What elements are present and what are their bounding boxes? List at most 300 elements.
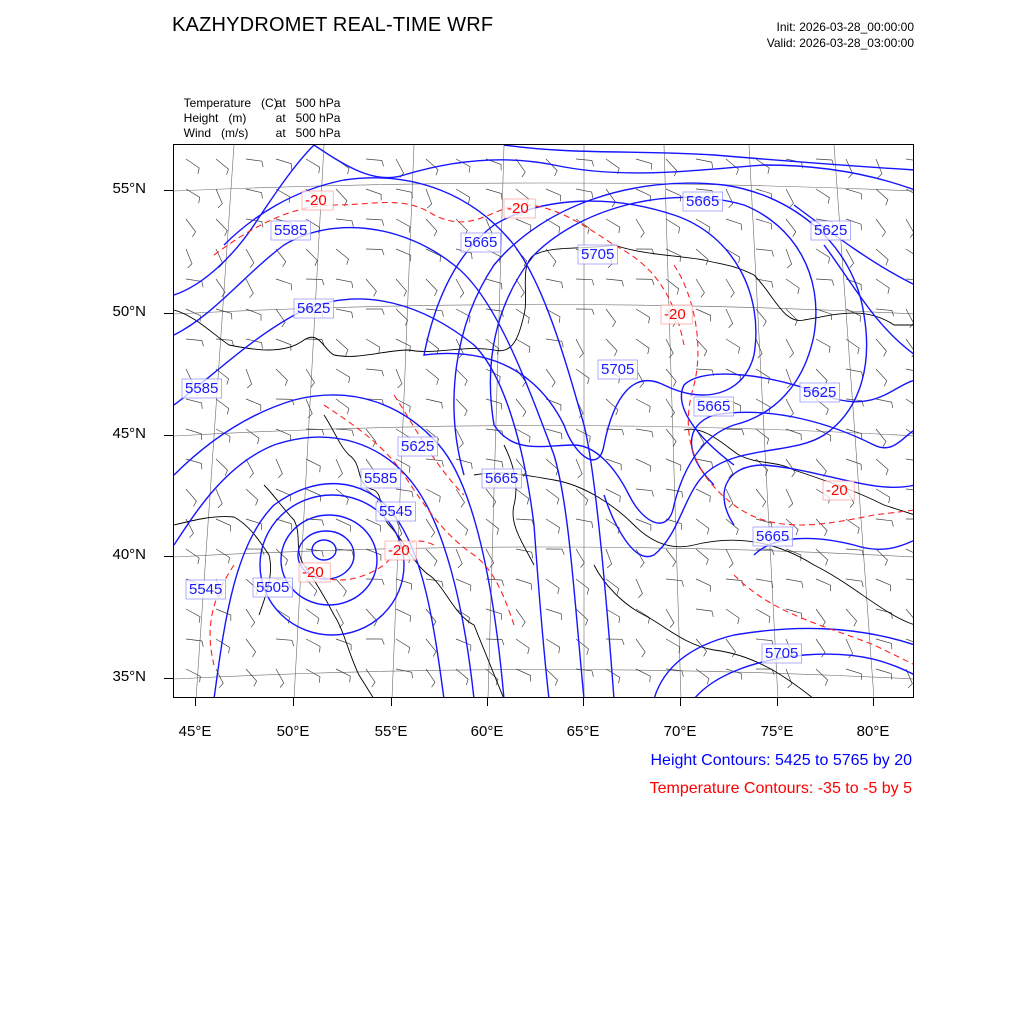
wind-barb [576,189,593,198]
wind-barb [306,249,317,266]
height-contour-label: 5665 [756,528,790,545]
wind-barb [906,339,914,357]
wind-barb [786,489,793,508]
wind-barb [606,309,616,327]
wind-barb [276,249,286,267]
wind-barb [456,279,464,298]
wind-barb [576,639,589,655]
wind-barb [576,579,589,595]
variable-at: at [275,126,286,140]
wind-barb [876,549,888,566]
wind-barb [276,159,292,170]
wind-barb [336,369,350,383]
wind-barb [846,189,862,200]
lon-tick [293,698,294,706]
wind-barb [666,639,680,653]
wind-barb [756,549,774,555]
lat-label-50: 50°N [112,303,146,320]
wind-barb [756,609,770,623]
variable-name: Temperature (C) [183,96,278,110]
chart-title: KAZHYDROMET REAL-TIME WRF [172,14,494,36]
height-contour [174,145,314,295]
lon-label-80: 80°E [856,723,890,740]
wind-barb [576,459,582,478]
wind-barb [786,399,793,418]
wind-barb [306,159,320,173]
wind-barb [816,669,828,686]
lon-label-60: 60°E [470,723,504,740]
wind-barb [576,669,593,677]
wind-barb [276,669,284,688]
variable-name: Height (m) [183,111,247,125]
wind-barb [846,459,861,470]
lon-tick [680,698,681,706]
grid-line-lat [174,305,914,315]
wind-barb [396,489,413,497]
wind-barb [636,399,650,412]
height-contour-label: 5705 [601,361,635,378]
wind-barb [696,309,711,321]
wind-barb [876,489,890,503]
wind-barb [396,279,407,296]
wind-barb [276,399,294,405]
wind-barb [726,369,740,382]
wind-barb [606,579,619,594]
wind-barb [546,369,555,387]
lat-label-35: 35°N [112,668,146,685]
variable-level: 500 hPa [295,126,341,140]
wind-barb [216,459,228,476]
wind-barb [306,279,324,285]
wind-barb [906,519,914,525]
height-contour [454,183,867,556]
wind-barb [906,549,914,562]
wind-barb [816,189,829,204]
height-contour-label: 5665 [686,193,720,210]
wind-barb [906,369,914,378]
wind-barb [306,369,315,387]
wind-barb [486,489,496,507]
wind-barb [636,579,643,598]
wind-barb [276,279,292,290]
wind-barb [426,189,432,208]
wind-barb [876,339,887,356]
wind-barb [246,279,253,298]
wind-barb [216,519,231,532]
map-plot-area[interactable] [173,144,914,698]
wind-barb [486,399,502,410]
lon-label-55: 55°E [374,723,408,740]
wind-barb [546,579,559,594]
wind-barb [666,189,681,202]
wind-barb [846,669,862,680]
wind-barb [756,579,773,588]
wind-barb [516,339,530,353]
wind-barb [636,279,654,285]
lon-label-75: 75°E [760,723,794,740]
wind-barb [756,429,769,445]
wind-barb [786,609,802,619]
wind-barb [786,579,803,588]
wind-barb [366,279,376,297]
wind-barb [426,219,437,236]
wind-barb [876,249,888,265]
wind-barb [216,309,232,319]
temperature-contour-legend: Temperature Contours: -35 to -5 by 5 [649,780,912,797]
wind-barb [726,579,744,586]
wind-barb [246,609,255,627]
wind-barb [876,219,886,237]
wind-barb [816,549,828,566]
wind-barb [906,249,914,264]
height-contour-label: 5505 [256,579,290,596]
wind-barb [606,279,624,286]
variable-level: 500 hPa [295,96,341,110]
wind-barb [576,519,593,528]
wind-barb [906,399,914,414]
wind-barb [336,309,353,318]
wind-barb [876,429,886,447]
wind-barb [396,579,412,590]
wind-barb [456,549,462,568]
wind-barb [186,249,192,268]
wind-barb [186,489,196,507]
wind-barb [516,579,532,590]
height-contour-label: 5585 [364,470,398,487]
wind-barb [876,579,891,591]
wind-barb [546,189,561,201]
wind-barb [726,339,740,353]
wind-barb [636,609,650,623]
wind-barb [906,459,914,467]
wind-barb [366,549,381,561]
wind-barb [366,249,384,255]
wind-barb [426,519,435,537]
wind-barb [576,339,583,358]
wind-barb [336,219,353,227]
grid-line-lon [664,145,681,698]
wind-barb [426,669,435,687]
wind-barb [816,279,834,286]
lon-tick [487,698,488,706]
lon-tick [583,698,584,706]
wind-barb [246,429,259,444]
wind-barb [456,369,467,386]
wind-barb [576,429,590,442]
wind-barb [636,639,645,657]
wind-barb [816,579,831,591]
wind-barb [516,669,531,682]
wind-barb [636,249,654,255]
wind-barb [336,249,349,265]
lon-tick [777,698,778,706]
temperature-contour-label: -20 [507,200,529,217]
wind-barb [576,309,594,315]
wind-barb [636,669,650,682]
height-contour-label: 5665 [485,470,519,487]
wind-barb [846,159,853,178]
wind-barb [366,219,384,226]
wind-barb [336,459,343,478]
lon-label-50: 50°E [276,723,310,740]
wind-barb [516,609,525,627]
wind-barb [816,339,830,353]
wind-barb [666,549,676,567]
wind-barb [696,549,708,565]
wind-barb [876,279,889,294]
wind-barb [606,429,624,435]
wind-barb [546,549,564,555]
wind-barb [546,489,559,504]
border-line [174,517,271,615]
wind-barb [546,519,560,534]
height-contour-label: 5665 [464,234,498,251]
wind-barb [636,339,649,354]
wind-barb [246,159,263,167]
temperature-contour-label: -20 [302,564,324,581]
wind-barb [606,339,617,356]
wind-barb [366,639,384,645]
wind-barb [666,579,684,587]
wind-barb [336,279,353,288]
wind-barb [876,609,892,619]
temperature-contour-label: -20 [305,192,327,209]
wind-barb [876,459,888,475]
wind-barb [666,669,683,677]
wind-barb [876,189,888,205]
wind-barb [876,519,893,527]
wind-barb [906,159,914,167]
wind-barb [216,279,225,297]
wind-barb [636,549,644,568]
lon-tick [391,698,392,706]
wind-barb [576,549,584,568]
height-contour [174,228,584,698]
wind-barb [906,489,914,497]
wind-barb [366,159,384,166]
grid-line-lat [174,547,914,557]
wind-barb [486,519,499,535]
wind-barb [696,489,710,502]
wind-barb [696,159,713,168]
wind-barb [606,489,620,502]
height-contour-label: 5665 [697,398,731,415]
wind-barb [906,219,914,238]
wind-barb [426,459,444,467]
wind-barb [396,669,413,678]
wind-barb [546,639,560,653]
lat-tick [164,678,173,679]
wind-barb [456,519,468,536]
wind-barb [606,219,620,233]
border-line [594,565,814,698]
wind-barb [726,189,733,208]
wind-barb [516,279,524,297]
wind-barb [246,669,257,686]
grid-line-lat [174,670,914,680]
wind-barb [186,279,203,287]
wind-barb [636,429,653,437]
wind-barb [396,189,413,198]
wind-barb [606,549,612,568]
variable-row-wind [177,112,340,140]
wind-barb [696,519,709,534]
wind-barb [696,609,713,617]
wind-barb [696,279,704,297]
wind-barb [366,309,384,315]
wind-barb [396,369,402,388]
wind-barb [696,249,708,265]
height-contour-label: 5705 [581,246,615,263]
wind-barb [426,549,437,566]
lat-label-45: 45°N [112,425,146,442]
wind-barb [726,279,734,298]
wind-barb [756,219,772,230]
wind-barb [816,519,827,536]
wind-barb [366,429,376,447]
grid-line-lon [749,145,778,698]
variable-level: 500 hPa [295,111,341,125]
height-contour [490,197,816,523]
wind-barb [246,369,252,388]
wind-barb [546,219,560,233]
valid-time: Valid: 2026-03-28_03:00:00 [766,36,914,50]
wind-barb [516,489,529,504]
grid-line-lon [196,145,234,698]
wind-barb [486,279,502,289]
lat-tick [164,556,173,557]
wind-barb [546,249,556,267]
wind-barb [396,399,410,412]
lon-label-65: 65°E [566,723,600,740]
weather-map [174,145,914,698]
height-contour-label: 5625 [803,384,837,401]
wind-barb [246,189,262,199]
temperature-contour-label: -20 [664,306,686,323]
lat-label-55: 55°N [112,180,146,197]
wind-barb [396,639,410,653]
height-contour-label: 5545 [189,581,223,598]
wind-barb [426,339,439,355]
wind-barb [186,159,199,174]
wind-barb [666,609,674,628]
wind-barb [396,309,408,326]
wind-barb [336,399,349,414]
wind-barb [846,609,857,626]
lat-label-40: 40°N [112,546,146,563]
wind-barb [636,159,652,170]
wind-barb [276,369,287,386]
temperature-contour-label: -20 [826,482,848,499]
wind-barb [726,309,733,328]
wind-barb [666,219,680,233]
wind-barb [636,309,650,323]
grid-line-lat [174,183,914,191]
wind-barb [216,399,229,414]
wind-barb [726,549,733,568]
wind-barb [456,669,468,685]
wind-barb [756,489,766,507]
height-contour [281,515,377,605]
wind-barb [366,189,381,200]
wind-barb [186,339,204,346]
height-contour [504,145,914,170]
height-contour-legend: Height Contours: 5425 to 5765 by 20 [650,752,912,769]
wind-barb [516,249,527,266]
wind-barb [546,159,557,176]
temperature-contour-label: -20 [388,542,410,559]
wind-barb [786,549,801,561]
wind-barb [366,369,384,376]
temperature-contours [210,203,914,666]
wind-barb [546,609,562,620]
wind-barb [786,309,797,326]
wind-barb [276,639,294,646]
wind-barb [726,429,744,435]
wind-barb [636,459,651,472]
variable-name: Wind (m/s) [183,126,249,140]
wind-barb [426,639,436,657]
wind-barb [186,399,202,409]
wind-barb [726,609,739,624]
wind-barb [216,219,227,236]
lon-tick [873,698,874,706]
wind-barb [336,189,347,206]
wind-barb [246,489,258,505]
wind-barb [876,369,887,386]
wind-barb [246,399,261,411]
height-contour-label: 5705 [765,645,799,662]
height-contour-label: 5545 [379,503,413,520]
wind-barb [516,639,529,654]
wind-barb [336,669,350,682]
wind-barb [306,609,319,624]
wind-barb [396,219,410,233]
wind-barb [666,339,673,358]
wind-barb [816,309,831,320]
wind-barb [576,159,594,166]
lon-label-70: 70°E [663,723,697,740]
wind-barb [576,279,594,285]
wind-barb [876,639,892,649]
lon-label-45: 45°E [178,723,212,740]
height-contour [692,412,915,485]
lat-tick [164,435,173,436]
wind-barb [306,519,324,526]
wind-barb [186,609,200,623]
wind-barb [336,429,354,436]
wind-barb [186,189,200,203]
wind-barb [576,369,589,384]
wind-barb [816,609,825,627]
wind-barb [186,639,203,647]
wind-barb [546,429,562,439]
wind-barb [306,639,320,652]
wind-barb [636,219,644,237]
wind-barb [606,189,615,207]
wind-barb [246,459,254,478]
wind-barb [546,279,563,288]
wind-barb [216,249,223,268]
height-contour [824,245,914,355]
wind-barb [516,159,525,177]
wind-barb [186,219,196,237]
border-line [684,429,914,515]
wind-barb [426,489,440,502]
wind-barb [306,489,321,501]
wind-barb [246,639,256,657]
height-labels [182,192,851,663]
